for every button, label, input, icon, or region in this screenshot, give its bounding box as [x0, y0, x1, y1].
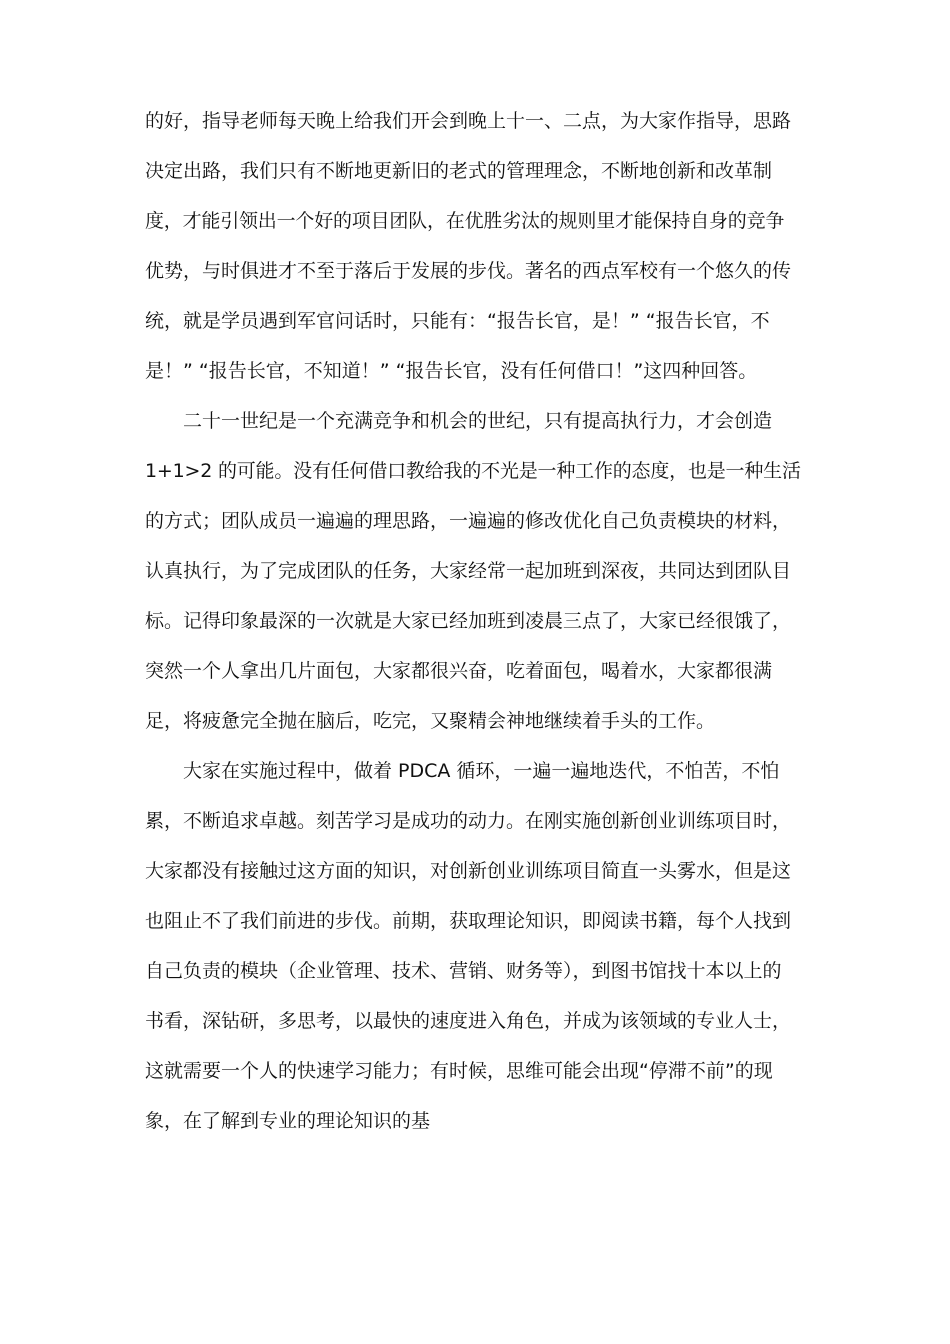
text-line: 的好，指导老师每天晚上给我们开会到晚上十一、二点，为大家作指导，思路	[145, 110, 792, 132]
text-line: 优势，与时俱进才不至于落后于发展的步伐。著名的西点军校有一个悠久的传	[145, 260, 792, 282]
text-line: 认真执行，为了完成团队的任务，大家经常一起加班到深夜，共同达到团队目	[145, 560, 792, 582]
text-line: 标。记得印象最深的一次就是大家已经加班到凌晨三点了，大家已经很饿了，	[145, 610, 792, 632]
text-line: 足，将疲惫完全抛在脑后，吃完，又聚精会神地继续着手头的工作。	[145, 710, 716, 732]
text-line: 书看，深钻研，多思考，以最快的速度进入角色，并成为该领域的专业人士，	[145, 1010, 792, 1032]
text-line: 1+1>2 的可能。没有任何借口教给我的不光是一种工作的态度，也是一种生活	[145, 460, 801, 482]
text-line: 累，不断追求卓越。刻苦学习是成功的动力。在刚实施创新创业训练项目时，	[145, 810, 792, 832]
text-line: 的方式；团队成员一遍遍的理思路，一遍遍的修改优化自己负责模块的材料，	[145, 510, 792, 532]
text-line: 也阻止不了我们前进的步伐。前期，获取理论知识，即阅读书籍，每个人找到	[145, 910, 792, 932]
text-line: 自己负责的模块（企业管理、技术、营销、财务等），到图书馆找十本以上的	[145, 960, 782, 982]
text-line: 突然一个人拿出几片面包，大家都很兴奋，吃着面包，喝着水，大家都很满	[145, 660, 773, 682]
text-line: 大家都没有接触过这方面的知识，对创新创业训练项目简直一头雾水，但是这	[145, 860, 792, 882]
paragraph-first-line: 大家在实施过程中，做着 PDCA 循环，一遍一遍地迭代，不怕苦，不怕	[183, 760, 780, 782]
text-line: 是！” “报告长官，不知道！” “报告长官，没有任何借口！”这四种回答。	[145, 360, 758, 382]
text-line: 统，就是学员遇到军官问话时，只能有：“报告长官，是！” “报告长官，不	[145, 310, 770, 332]
text-line: 这就需要一个人的快速学习能力；有时候，思维可能会出现“停滞不前”的现	[145, 1060, 773, 1082]
text-line: 度，才能引领出一个好的项目团队，在优胜劣汰的规则里才能保持自身的竞争	[145, 210, 785, 232]
paragraph-first-line: 二十一世纪是一个充满竞争和机会的世纪，只有提高执行力，才会创造	[183, 410, 773, 432]
text-line: 象，在了解到专业的理论知识的基	[145, 1110, 431, 1132]
text-line: 决定出路，我们只有不断地更新旧的老式的管理理念，不断地创新和改革制	[145, 160, 773, 182]
